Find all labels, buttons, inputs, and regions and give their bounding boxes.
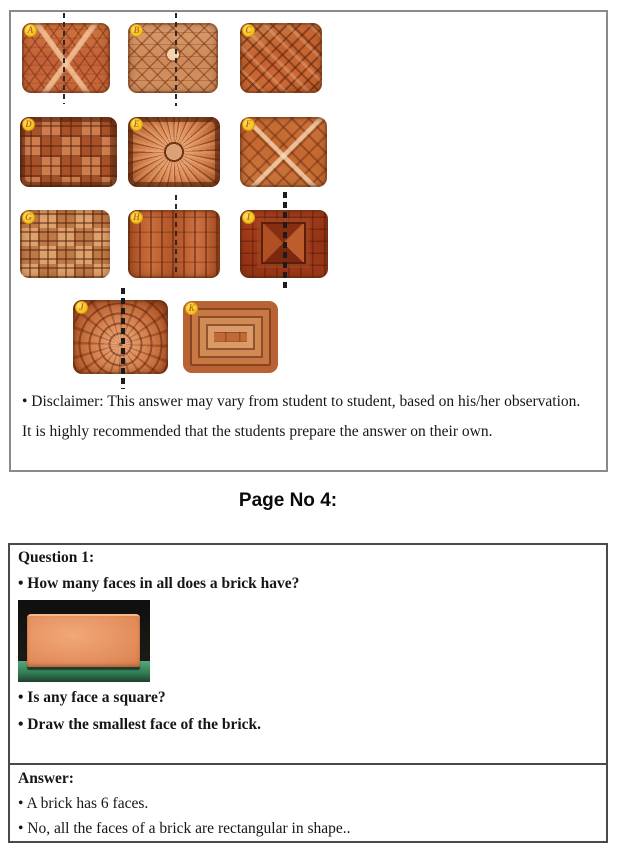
brick-pattern-photo-e <box>128 117 220 187</box>
tile-label-badge-d: D <box>22 118 35 131</box>
symmetry-axis-line-j <box>121 288 125 389</box>
tile-label-badge-k: K <box>185 302 198 315</box>
answer-title: Answer: <box>18 770 74 787</box>
tile-label-badge-c: C <box>242 24 255 37</box>
tile-label-badge-f: F <box>242 118 255 131</box>
question-1-box <box>8 543 608 843</box>
brick-pattern-photo-g <box>20 210 110 278</box>
tile-label-badge-g: G <box>22 211 35 224</box>
symmetry-axis-line-b <box>175 13 177 106</box>
tile-label-badge-e: E <box>130 118 143 131</box>
brick-pattern-photo-f <box>240 117 327 187</box>
brick-front-face <box>27 614 140 667</box>
question-bullet-draw: • Draw the smallest face of the brick. <box>18 716 262 733</box>
tile-label-badge-b: B <box>130 24 143 37</box>
brick-photo <box>18 600 150 682</box>
brick-patterns-answer-box <box>9 10 608 472</box>
disclaimer-text-line1: • Disclaimer: This answer may vary from student to student, based on his/her observation. <box>22 393 581 410</box>
disclaimer-text-line2: It is highly recommended that the students prepare the answer on their own. <box>22 423 493 440</box>
question-bullet-square: • Is any face a square? <box>18 689 166 706</box>
answer-divider-line <box>10 763 606 765</box>
question-bullet-faces: • How many faces in all does a brick have? <box>18 575 300 592</box>
brick-pattern-photo-a <box>22 23 110 93</box>
brick-pattern-photo-c <box>240 23 322 93</box>
answer-bullet-square: • No, all the faces of a brick are rectangular in shape.. <box>18 820 351 837</box>
brick-pattern-photo-b <box>128 23 218 93</box>
tile-label-badge-i: I <box>242 211 255 224</box>
symmetry-axis-line-h <box>175 195 177 274</box>
question-title: Question 1: <box>18 549 95 566</box>
tile-label-badge-a: A <box>24 24 37 37</box>
answer-bullet-faces: • A brick has 6 faces. <box>18 795 149 812</box>
brick-pattern-photo-h <box>128 210 220 278</box>
symmetry-axis-line-i <box>283 192 287 290</box>
page-heading: Page No 4: <box>238 490 338 511</box>
tile-label-badge-h: H <box>130 211 143 224</box>
brick-pattern-photo-d <box>20 117 117 187</box>
symmetry-axis-line-a <box>63 13 65 104</box>
tile-label-badge-j: J <box>75 301 88 314</box>
brick-pattern-photo-k <box>183 301 278 373</box>
